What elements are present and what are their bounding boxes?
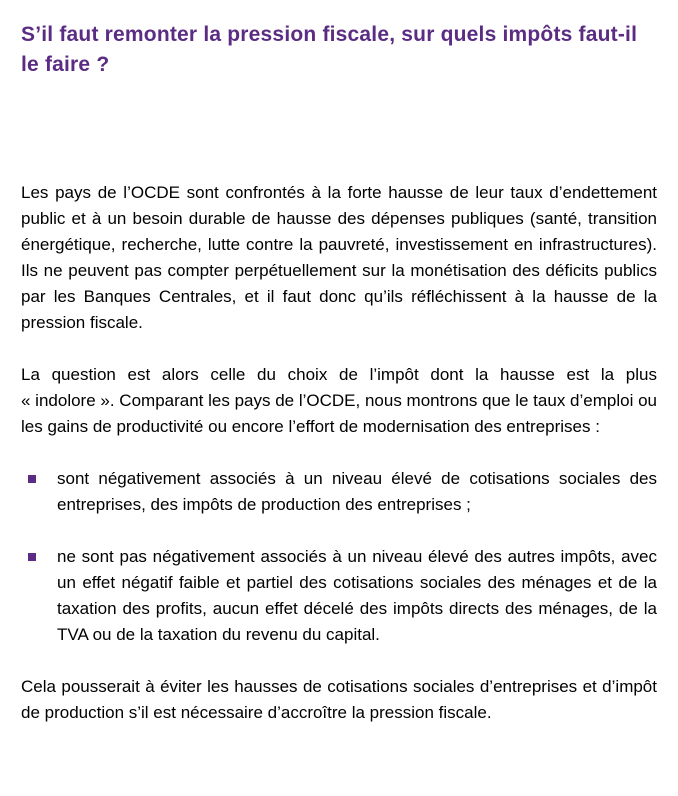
paragraph-conclusion: Cela pousserait à éviter les hausses de cotisations sociales d’entreprises et d’impôt de production s’il est nécessaire d’accroître la pression fiscale. <box>21 677 657 722</box>
square-bullet-icon <box>28 553 36 561</box>
article-title: S’il faut remonter la pression fiscale, sur quels impôts faut-il le faire ? <box>21 23 638 76</box>
list-item <box>21 544 657 648</box>
list-item-text: ne sont pas négativement associés à un niveau élevé des autres impôts, avec un effet négatif faible et partiel des cotisations sociales des ménages et de la taxation des profits, aucun effet décelé des impôts directs des ménages, de la TVA ou de la taxation du revenu du capital. <box>57 547 657 644</box>
list-item-text: sont négativement associés à un niveau élevé de cotisations sociales des entreprises, des impôts de production des entreprises ; <box>57 469 657 514</box>
square-bullet-icon <box>28 475 36 483</box>
findings-list <box>21 466 657 648</box>
paragraph-question: La question est alors celle du choix de l’impôt dont la hausse est la plus « indolore ». Comparant les pays de l’OCDE, nous montrons que le taux d’emploi ou les gains de productivité ou encore l’effort de modernisation des entreprises : <box>21 365 657 436</box>
list-item <box>21 466 657 518</box>
paragraph-intro: Les pays de l’OCDE sont confrontés à la forte hausse de leur taux d’endettement public et à un besoin durable de hausse des dépenses publiques (santé, transition énergétique, recherche, lutte contre la pauvreté, investissement en infrastructures). Ils ne peuvent pas compter perpétuellement sur la monétisation des déficits publics par les Banques Centrales, et il faut donc qu’ils réfléchissent à la hausse de la pression fiscale. <box>21 183 657 332</box>
